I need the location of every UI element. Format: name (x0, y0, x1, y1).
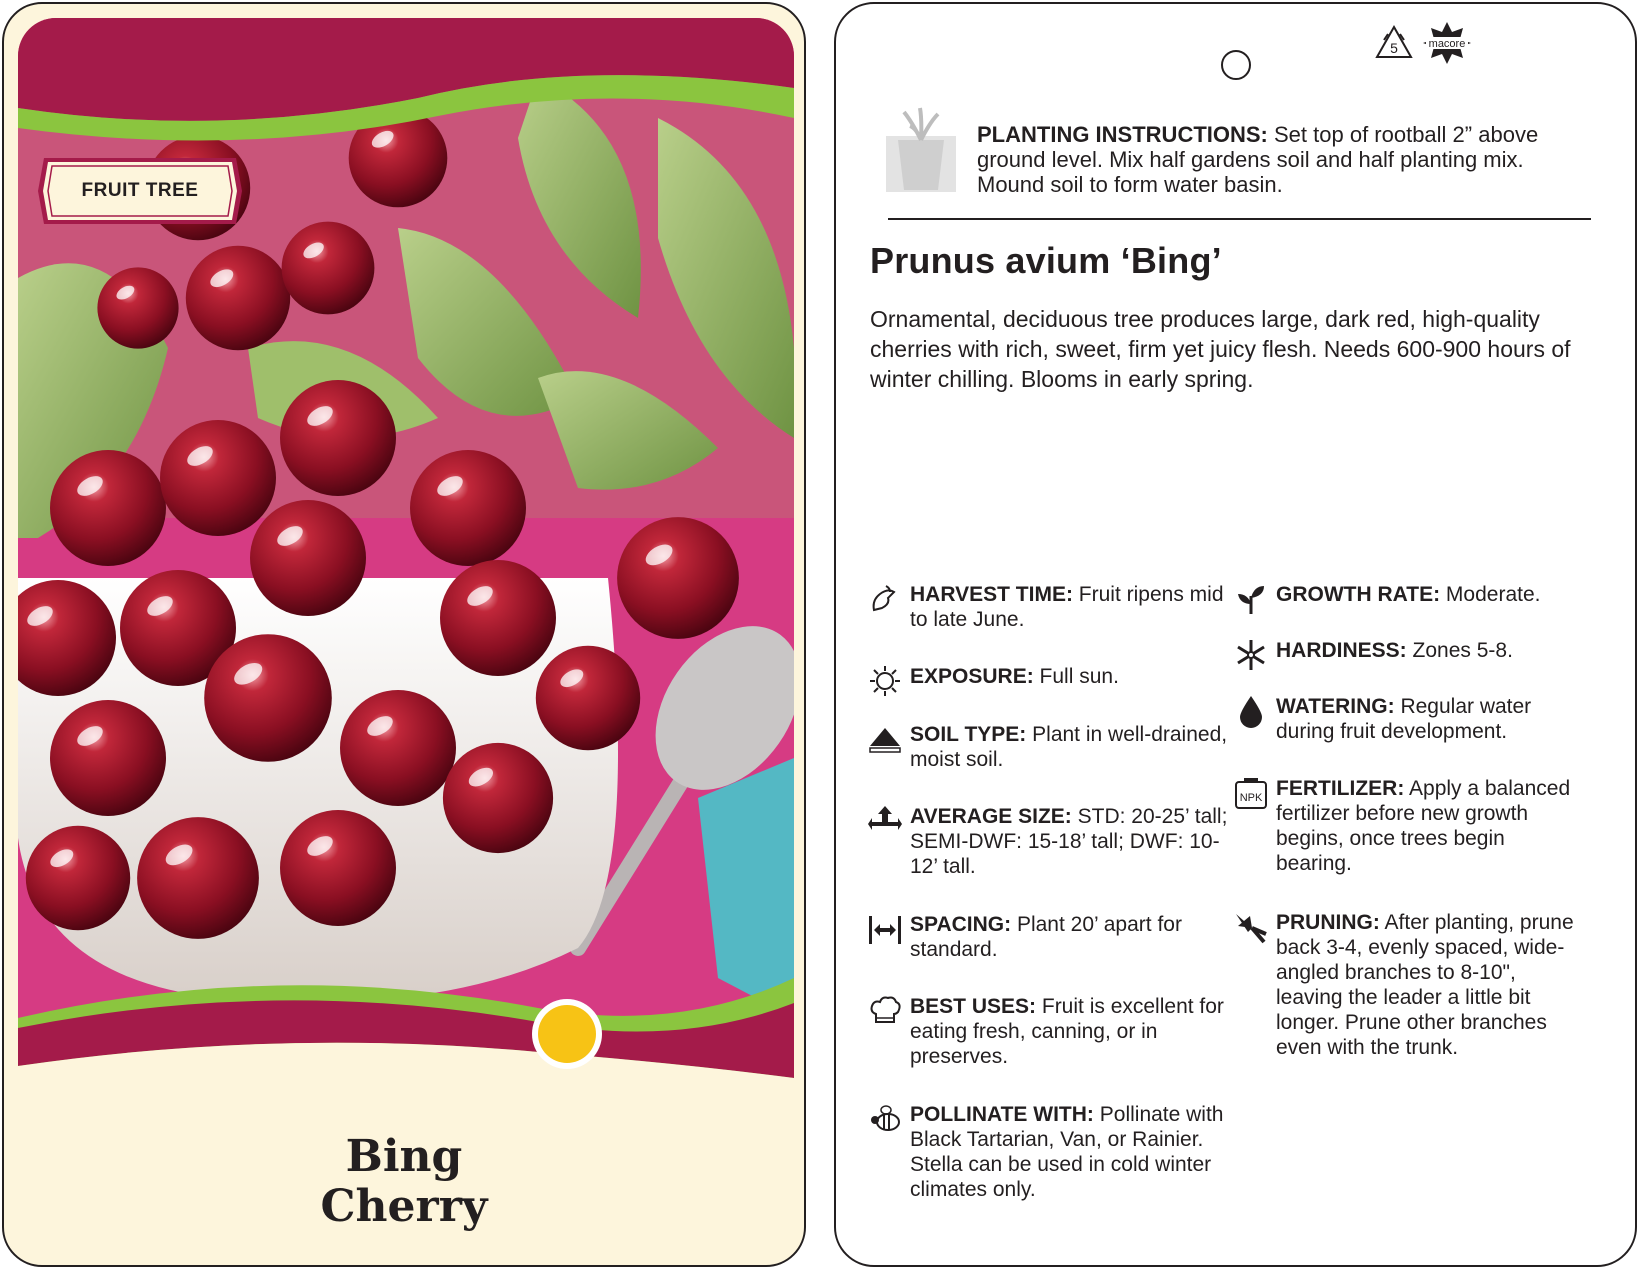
spacing-icon (868, 912, 902, 946)
divider (888, 218, 1591, 220)
potted-plant-icon (886, 106, 956, 196)
sun-icon (868, 664, 902, 698)
exposure-text: Full sun. (1033, 665, 1119, 688)
category-badge (34, 152, 246, 230)
front-tag (2, 2, 806, 1267)
back-tag (834, 2, 1637, 1267)
plant-description: Ornamental, deciduous tree produces large, dark red, high-quality cherries with rich, sweet, firm yet juicy flesh. Needs 600-900 hours of winter chilling. Blooms in early spring. (870, 306, 1571, 392)
scientific-name: Prunus avium ‘Bing’ (870, 240, 1222, 281)
brand-name: macore (1428, 38, 1466, 50)
fertilizer-label: FERTILIZER: (1276, 777, 1405, 800)
best-uses-text: Fruit is excellent for eating fresh, canning, or in preserves. (910, 995, 1224, 1068)
recycle-code: 5 (1390, 40, 1398, 56)
spacing-label: SPACING: (910, 913, 1012, 936)
watering (1276, 694, 1586, 744)
harvest-time (910, 582, 1228, 632)
pollinate-with (910, 1102, 1228, 1202)
fertilizer-text: Apply a balanced fertilizer before new growth begins, once trees begin bearing. (1276, 777, 1571, 875)
spacing (910, 912, 1228, 962)
pruning-label: PRUNING: (1276, 911, 1380, 934)
sprout-icon (1234, 582, 1268, 616)
full-sun-icon (530, 997, 604, 1071)
pollinate-with-label: POLLINATE WITH: (910, 1103, 1094, 1126)
chef-hat-icon (868, 994, 902, 1028)
recycle-icon (1374, 24, 1414, 62)
growth-rate-text: Moderate. (1440, 583, 1541, 606)
average-size-label: AVERAGE SIZE: (910, 805, 1072, 828)
growth-rate-label: GROWTH RATE: (1276, 583, 1441, 606)
macore-logo-icon (1420, 20, 1474, 66)
best-uses-label: BEST USES: (910, 995, 1037, 1018)
soil-type-text: Plant in well-drained, moist soil. (910, 723, 1228, 771)
planting-instructions-label: PLANTING INSTRUCTIONS: (977, 122, 1268, 147)
hardiness-text: Zones 5-8. (1406, 639, 1513, 662)
harvest-time-label: HARVEST TIME: (910, 583, 1073, 606)
common-name-line1: Bing (345, 1131, 463, 1182)
bee-icon (868, 1102, 902, 1136)
hardiness-label: HARDINESS: (1276, 639, 1407, 662)
water-drop-icon (1234, 694, 1268, 728)
soil-icon (868, 722, 902, 756)
watering-label: WATERING: (1276, 695, 1395, 718)
hardiness (1276, 638, 1586, 663)
harvest-icon (868, 582, 902, 616)
npk-label: NPK (1239, 792, 1263, 804)
average-size-text: STD: 20-25’ tall; SEMI-DWF: 15-18’ tall; DWF: 10-12’ tall. (910, 805, 1228, 878)
best-uses (910, 994, 1228, 1069)
planting-instructions-text: Set top of rootball 2” above ground level. Mix half gardens soil and half planting mix. Mound soil to form water basin. (977, 122, 1539, 197)
fertilizer (1239, 776, 1586, 876)
pruning-text: After planting, prune back 3-4, evenly spaced, wide-angled branches to 8-10", leaving the leader a little bit longer. Prune other branches even with the trunk. (1276, 911, 1574, 1059)
spacing-text: Plant 20’ apart for standard. (910, 913, 1182, 961)
soil-type (910, 722, 1228, 772)
planting-instructions (977, 122, 1577, 197)
pollinate-with-text: Pollinate with Black Tartarian, Van, or Rainier. Stella can be used in cold winter climates only. (910, 1103, 1224, 1201)
soil-type-label: SOIL TYPE: (910, 723, 1027, 746)
pruning (1276, 910, 1586, 1060)
size-icon (868, 804, 902, 838)
average-size (910, 804, 1228, 879)
common-name (204, 1132, 604, 1232)
category-label: FRUIT TREE (81, 180, 199, 201)
growth-rate (1276, 582, 1586, 607)
watering-text: Regular water during fruit development. (1276, 695, 1532, 743)
hang-hole (1221, 50, 1251, 80)
common-name-line2: Cherry (320, 1181, 488, 1232)
pruners-icon (1234, 910, 1268, 944)
harvest-time-text: Fruit ripens mid to late June. (910, 583, 1224, 631)
npk-icon (1234, 776, 1268, 810)
exposure (910, 664, 1228, 689)
snowflake-icon (1234, 638, 1268, 672)
exposure-label: EXPOSURE: (910, 665, 1034, 688)
